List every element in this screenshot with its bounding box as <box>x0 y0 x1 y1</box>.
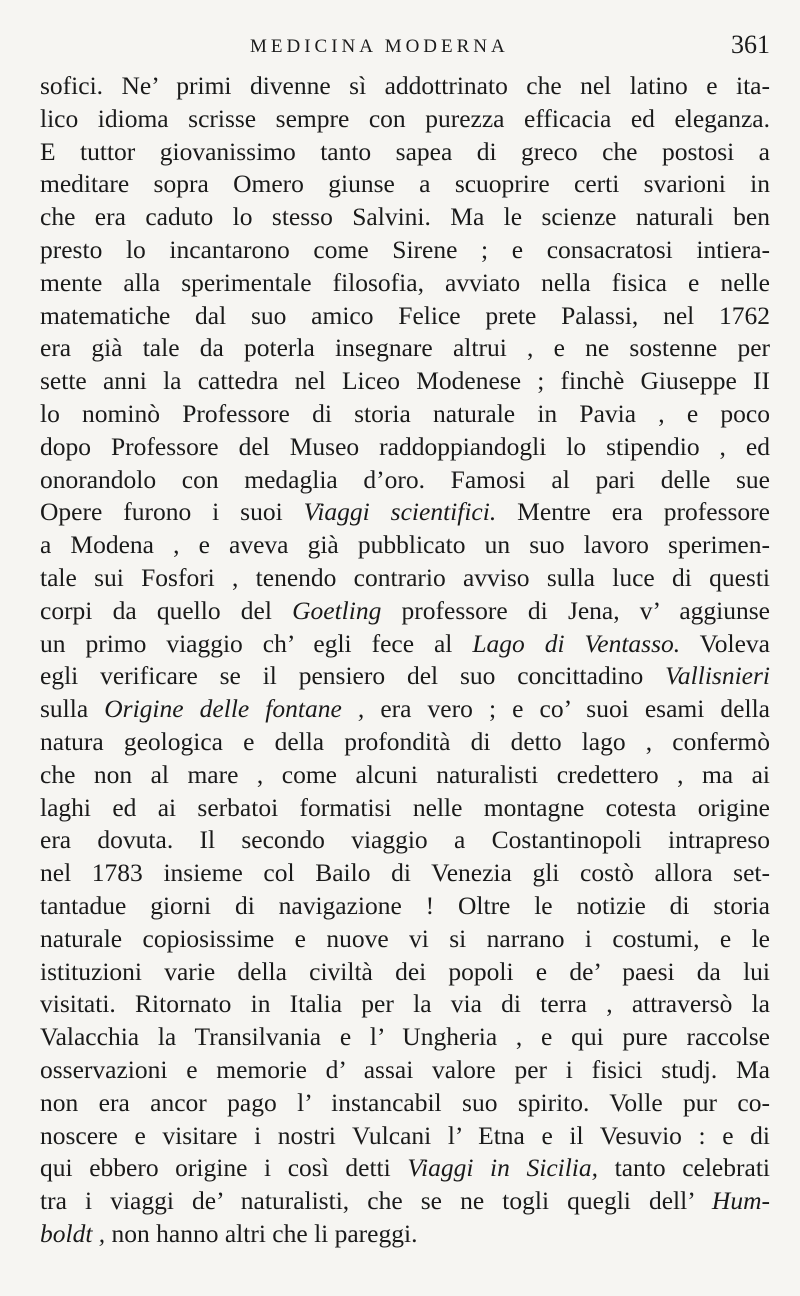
text-segment: tale sui Fosfori , tenendo contrario avviso sulla luce di questi <box>40 562 770 592</box>
italic-text: boldt , <box>40 1218 106 1248</box>
text-segment: osservazioni e memorie d’ assai valore per i fisici studj. Ma <box>40 1054 770 1084</box>
text-line <box>40 759 770 792</box>
text-segment: presto lo incantarono come Sirene ; e consacratosi intiera- <box>40 234 770 264</box>
text-line <box>40 857 770 890</box>
text-line <box>40 103 770 136</box>
text-segment: visitati. Ritornato in Italia per la via di terra , attraversò la <box>40 989 770 1019</box>
text-line <box>40 890 770 923</box>
text-segment: qui ebbero origine i così detti <box>40 1153 408 1183</box>
text-line <box>40 70 770 103</box>
text-line <box>40 1054 770 1087</box>
italic-text: Goetling <box>292 595 382 625</box>
text-segment: naturale copiosissime e nuove vi si narrano i costumi, e le <box>40 923 770 953</box>
running-head: MEDICINA MODERNA <box>250 36 509 57</box>
italic-text: Lago di Ventasso. <box>472 628 681 658</box>
text-segment: non era ancor pago l’ instancabil suo spirito. Volle pur co- <box>40 1087 770 1117</box>
text-line <box>40 726 770 759</box>
text-line <box>40 529 770 562</box>
text-line <box>40 168 770 201</box>
text-line <box>40 1152 770 1185</box>
text-segment: sette anni la cattedra nel Liceo Modenese ; finchè Giuseppe II <box>40 366 770 396</box>
body-text <box>40 70 770 1251</box>
text-line <box>40 1120 770 1153</box>
text-line <box>40 496 770 529</box>
text-segment: un primo viaggio ch’ egli fece al <box>40 628 473 658</box>
page-header <box>40 30 770 70</box>
text-segment: che non al mare , come alcuni naturalisti credettero , ma ai <box>40 759 770 789</box>
text-segment: lo nominò Professore di storia naturale in Pavia , e poco <box>40 398 770 428</box>
text-line <box>40 431 770 464</box>
text-segment: egli verificare se il pensiero del suo concittadino <box>40 661 666 691</box>
text-segment: tra i viaggi de’ naturalisti, che se ne togli quegli dell’ <box>40 1186 712 1216</box>
text-segment: onorandolo con medaglia d’oro. Famosi al pari delle sue <box>40 464 770 494</box>
text-line <box>40 201 770 234</box>
text-segment: istituzioni varie della civiltà dei popoli e de’ paesi da lui <box>40 956 770 986</box>
text-line <box>40 464 770 497</box>
text-segment: era vero ; e co’ suoi esami della <box>364 694 770 724</box>
text-line <box>40 136 770 169</box>
italic-text: Origine delle fontane , <box>104 694 365 724</box>
text-segment: che era caduto lo stesso Salvini. Ma le scienze naturali ben <box>40 202 770 232</box>
text-line <box>40 792 770 825</box>
text-line <box>40 398 770 431</box>
text-segment: Voleva <box>680 628 770 658</box>
italic-text: Vallisnieri <box>665 661 770 691</box>
text-segment: sofici. Ne’ primi divenne sì addottrinato che nel latino e ita- <box>40 71 770 100</box>
text-line <box>40 660 770 693</box>
text-segment: dopo Professore del Museo raddoppiandogli lo stipendio , ed <box>40 431 770 461</box>
text-segment: corpi da quello del <box>40 595 293 625</box>
text-segment: laghi ed ai serbatoi formatisi nelle montagne cotesta origine <box>40 792 770 822</box>
text-line <box>40 595 770 628</box>
italic-text: Viaggi scientifici. <box>303 497 497 527</box>
text-segment: Opere furono i suoi <box>40 497 304 527</box>
italic-text: Hum- <box>711 1186 770 1216</box>
page-number: 361 <box>731 30 770 59</box>
text-segment: meditare sopra Omero giunse a scuoprire certi svarioni in <box>40 169 770 199</box>
text-line <box>40 628 770 661</box>
text-segment: matematiche dal suo amico Felice prete Palassi, nel 1762 <box>40 300 770 330</box>
text-line <box>40 332 770 365</box>
text-segment: natura geologica e della profondità di detto lago , confermò <box>40 726 770 756</box>
text-line <box>40 824 770 857</box>
text-segment: sulla <box>40 694 105 724</box>
text-segment: Valacchia la Transilvania e l’ Ungheria , e qui pure raccolse <box>40 1022 770 1052</box>
text-line <box>40 1021 770 1054</box>
text-segment: lico idioma scrisse sempre con purezza efficacia ed eleganza. <box>40 103 770 133</box>
text-line <box>40 300 770 333</box>
text-line <box>40 956 770 989</box>
text-segment: noscere e visitare i nostri Vulcani l’ Etna e il Vesuvio : e di <box>40 1120 770 1150</box>
text-segment: nel 1783 insieme col Bailo di Venezia gli costò allora set- <box>40 858 770 888</box>
text-line <box>40 1218 770 1251</box>
text-line <box>40 923 770 956</box>
text-segment: a Modena , e aveva già pubblicato un suo lavoro sperimen- <box>40 530 770 560</box>
text-segment: Mentre era professore <box>496 497 770 527</box>
text-segment: era dovuta. Il secondo viaggio a Costantinopoli intrapreso <box>40 825 770 855</box>
text-segment: tanto celebrati <box>598 1153 770 1183</box>
text-line <box>40 693 770 726</box>
text-segment: E tuttor giovanissimo tanto sapea di greco che postosi a <box>40 136 770 166</box>
text-segment: professore di Jena, v’ aggiunse <box>381 595 770 625</box>
text-segment: tantadue giorni di navigazione ! Oltre le notizie di storia <box>40 890 770 920</box>
text-line <box>40 1087 770 1120</box>
text-line <box>40 234 770 267</box>
text-line <box>40 267 770 300</box>
text-segment: mente alla sperimentale filosofia, avviato nella fisica e nelle <box>40 267 770 297</box>
text-segment: non hanno altri che li pareggi. <box>105 1218 418 1248</box>
text-line <box>40 988 770 1021</box>
italic-text: Viaggi in Sicilia, <box>407 1153 599 1183</box>
text-line <box>40 365 770 398</box>
text-line <box>40 1185 770 1218</box>
text-line <box>40 562 770 595</box>
text-segment: era già tale da poterla insegnare altrui , e ne sostenne per <box>40 333 770 363</box>
